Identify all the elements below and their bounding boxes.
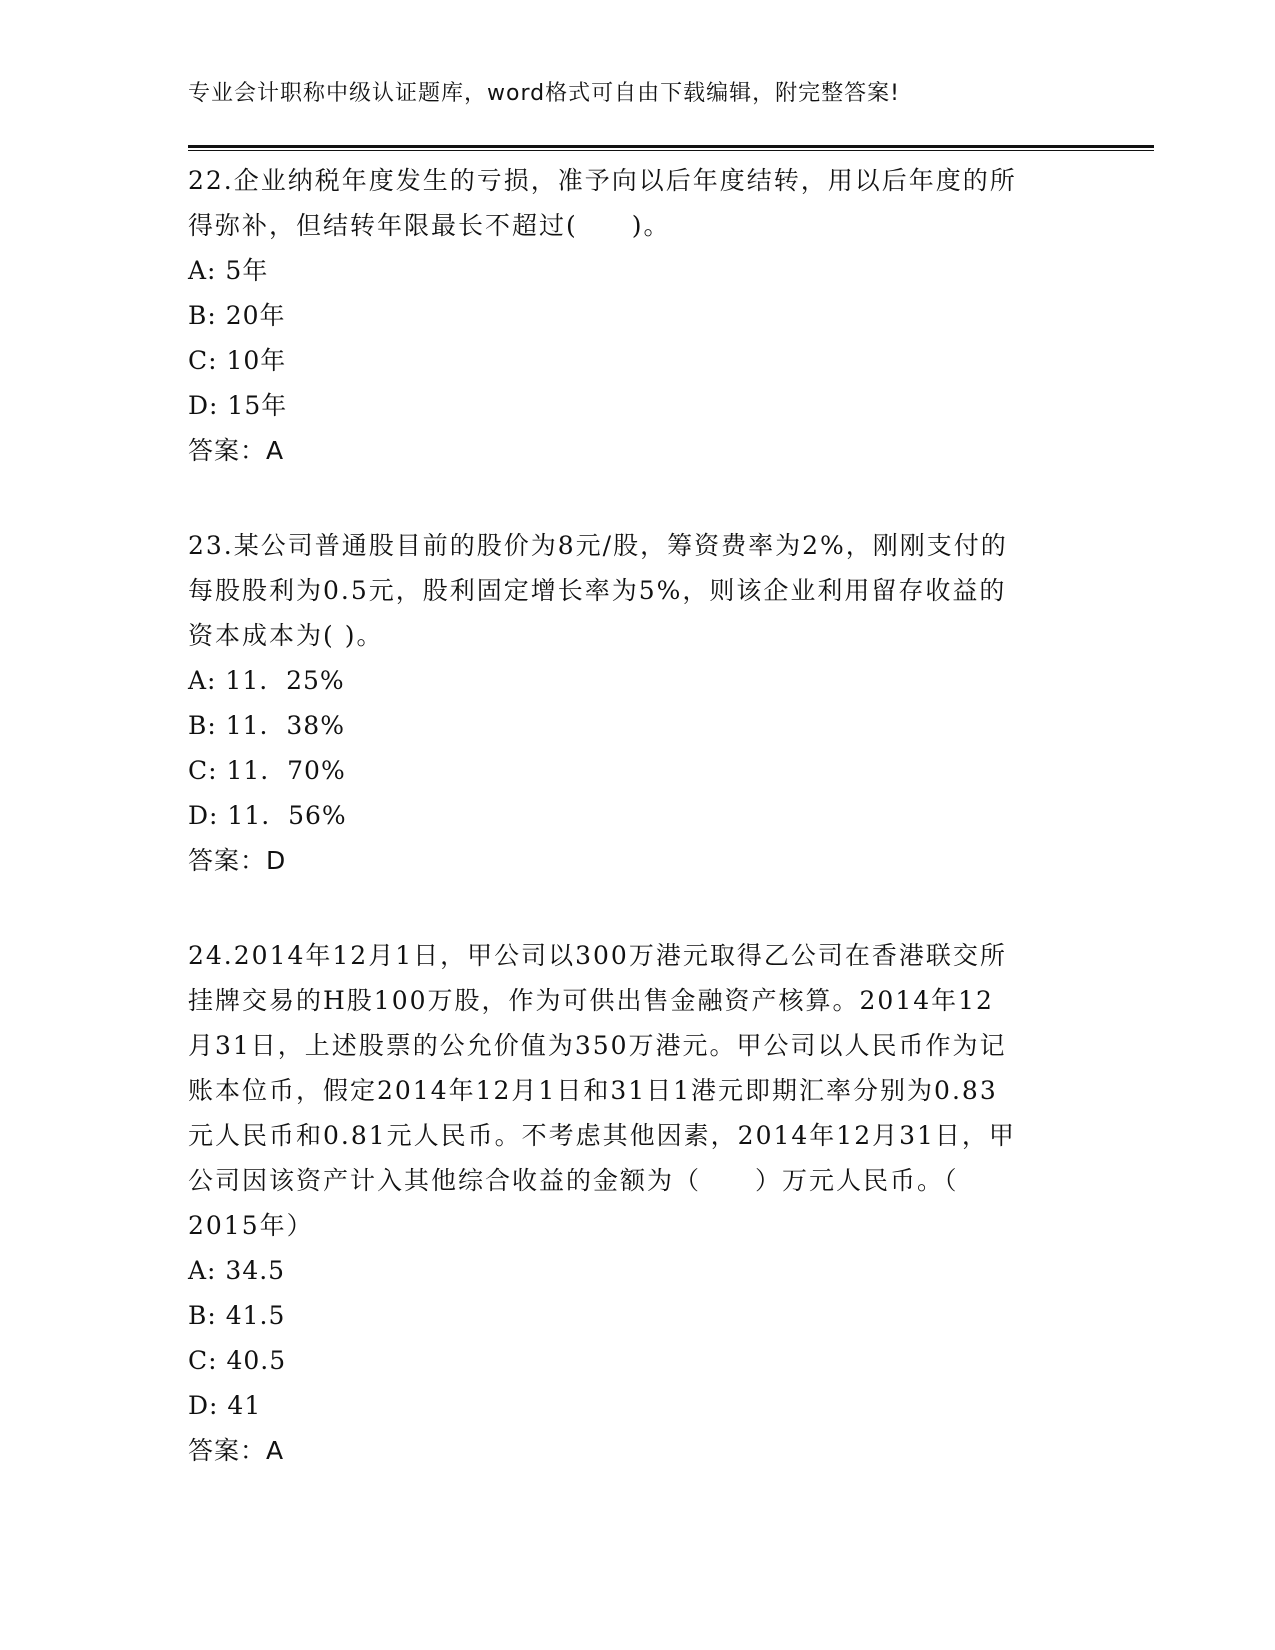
question-24: [188, 933, 1088, 1473]
question-stem-line: 每股股利为0.5元，股利固定增长率为5%，则该企业利用留存收益的: [188, 576, 1007, 605]
option-c: C: 10年: [188, 346, 287, 375]
question-spacer: [188, 883, 1088, 933]
question-22: [188, 158, 1088, 473]
option-b: B: 41.5: [188, 1301, 286, 1330]
header-divider-thick: [188, 145, 1154, 148]
option-b: B: 11. 38%: [188, 711, 345, 740]
question-stem-line: 公司因该资产计入其他综合收益的金额为（ ）万元人民币。（: [188, 1166, 959, 1195]
option-c: C: 40.5: [188, 1346, 287, 1375]
page-header: 专业会计职称中级认证题库，word格式可自由下载编辑，附完整答案!: [188, 81, 900, 106]
question-stem-line: 24.2014年12月1日，甲公司以300万港元取得乙公司在香港联交所: [188, 941, 1007, 970]
question-stem-line: 挂牌交易的H股100万股，作为可供出售金融资产核算。2014年12: [188, 986, 994, 1015]
option-c: C: 11. 70%: [188, 756, 346, 785]
question-list: [188, 158, 1088, 1473]
question-stem-line: 资本成本为( )。: [188, 621, 384, 650]
question-stem-line: 得弥补，但结转年限最长不超过( )。: [188, 211, 671, 240]
option-a: A: 5年: [188, 256, 269, 285]
option-d: D: 11. 56%: [188, 801, 347, 830]
option-a: A: 34.5: [188, 1256, 286, 1285]
option-d: D: 41: [188, 1391, 262, 1420]
question-stem-line: 元人民币和0.81元人民币。不考虑其他因素，2014年12月31日，甲: [188, 1121, 1016, 1150]
answer-line: 答案：D: [188, 846, 287, 875]
question-23: [188, 523, 1088, 883]
header-divider-thin: [188, 150, 1154, 151]
question-spacer: [188, 473, 1088, 523]
option-a: A: 11. 25%: [188, 666, 345, 695]
question-stem-line: 月31日，上述股票的公允价值为350万港元。甲公司以人民币作为记: [188, 1031, 1007, 1060]
question-stem-line: 23.某公司普通股目前的股价为8元/股，筹资费率为2%，刚刚支付的: [188, 531, 1008, 560]
question-stem-line: 22.企业纳税年度发生的亏损，准予向以后年度结转，用以后年度的所: [188, 166, 1017, 195]
answer-line: 答案：A: [188, 436, 285, 465]
option-b: B: 20年: [188, 301, 286, 330]
answer-line: 答案：A: [188, 1436, 285, 1465]
option-d: D: 15年: [188, 391, 288, 420]
question-stem-line: 2015年）: [188, 1211, 314, 1240]
header-divider: [188, 145, 1154, 152]
question-stem-line: 账本位币，假定2014年12月1日和31日1港元即期汇率分别为0.83: [188, 1076, 998, 1105]
